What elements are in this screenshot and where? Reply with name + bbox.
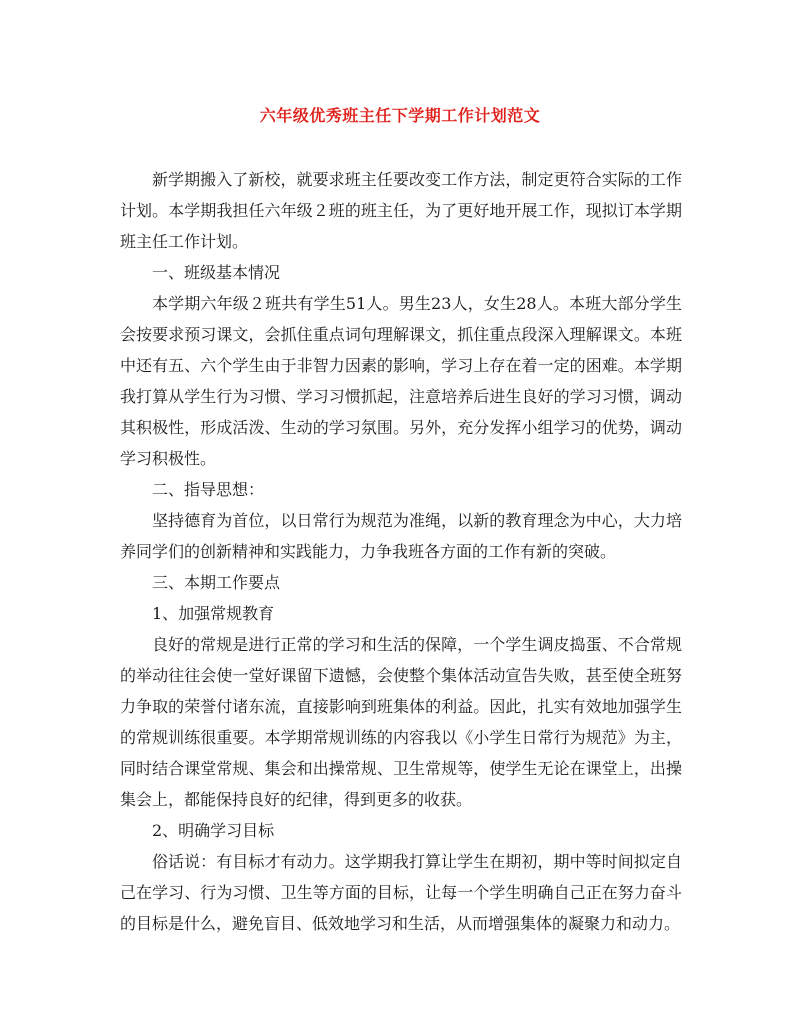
guiding-ideas-paragraph: 坚持德育为首位，以日常行为规范为准绳，以新的教育理念为中心，大力培养同学们的创新精神和实践能力，力争我班各方面的工作有新的突破。 bbox=[120, 511, 682, 561]
section-heading-work-points: 三、本期工作要点 bbox=[152, 573, 281, 592]
document-body bbox=[120, 164, 682, 939]
subheading-learning-goals: 2、明确学习目标 bbox=[152, 821, 275, 840]
class-info-paragraph: 本学期六年级２班共有学生51人。男生23人，女生28人。本班大部分学生会按要求预习课文，会抓住重点词句理解课文，抓住重点段深入理解课文。本班中还有五、六个学生由于非智力因素的影响，学习上存在着一定的困难。本学期我打算从学生行为习惯、学习习惯抓起，注意培养后进生良好的学习习惯，调动其积极性，形成活泼、生动的学习氛围。另外，充分发挥小组学习的优势，调动学习积极性。 bbox=[120, 294, 682, 468]
intro-paragraph: 新学期搬入了新校，就要求班主任要改变工作方法，制定更符合实际的工作计划。本学期我担任六年级２班的班主任，为了更好地开展工作，现拟订本学期班主任工作计划。 bbox=[120, 170, 682, 251]
routine-education-paragraph: 良好的常规是进行正常的学习和生活的保障，一个学生调皮捣蛋、不合常规的举动往往会使一堂好课留下遗憾，会使整个集体活动宣告失败，甚至使全班努力争取的荣誉付诸东流，直接影响到班集体的利益。因此，扎实有效地加强学生的常规训练很重要。本学期常规训练的内容我以《小学生日常行为规范》为主，同时结合课堂常规、集会和出操常规、卫生常规等，使学生无论在课堂上，出操集会上，都能保持良好的纪律，得到更多的收获。 bbox=[120, 635, 682, 809]
document-title: 六年级优秀班主任下学期工作计划范文 bbox=[259, 106, 541, 125]
section-heading-guiding-ideas: 二、指导思想： bbox=[152, 480, 265, 499]
subheading-routine-education: 1、加强常规教育 bbox=[152, 604, 275, 623]
section-heading-class-info: 一、班级基本情况 bbox=[152, 263, 281, 282]
learning-goals-paragraph: 俗话说：有目标才有动力。这学期我打算让学生在期初，期中等时间拟定自己在学习、行为习惯、卫生等方面的目标，让每一个学生明确自己正在努力奋斗的目标是什么，避免盲目、低效地学习和生活，从而增强集体的凝聚力和动力。 bbox=[120, 852, 682, 933]
